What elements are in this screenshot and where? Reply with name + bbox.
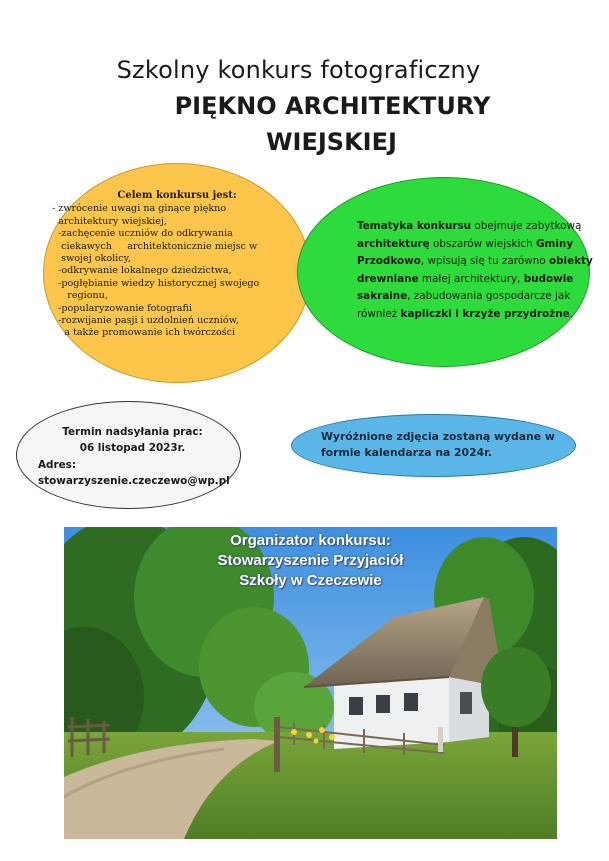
theme-span: obszarów wiejskich [429,237,536,250]
deadline-date: 06 listopad 2023r. [79,442,186,455]
goals-item: - zwrócenie uwagi na ginące piękno [52,203,227,215]
theme-span: małej architektury, [418,272,524,285]
title-main-line1: PIĘKNO ARCHITEKTURY [174,92,491,120]
deadline-label: Termin nadsyłania prac: [62,426,203,438]
theme-span: . [569,307,573,320]
organizer-name-line2: Szkoły w Czeczewie [239,572,382,589]
goals-item: a także promowanie ich twórczości [52,327,236,339]
goals-text [52,190,302,340]
theme-span: obejmuje zabytkową [471,220,582,232]
theme-bold: architekturę [357,237,430,250]
goals-item: -odkrywanie lokalnego dziedzictwa, [52,265,232,277]
theme-text [357,218,593,324]
goals-item: swojej okolicy, [52,253,131,265]
theme-bold: Tematyka konkursu [357,220,472,232]
goals-item: ciekawych architektonicznie miejsc w [52,240,258,252]
goals-item: -popularyzowanie fotografii [52,302,192,314]
theme-span: , zabudowania gospodarcze jak również [357,290,571,320]
organizer-name-line1: Stowarzyszenie Przyjaciół [217,552,404,569]
theme-bold: kapliczki i krzyże przydrożne [400,307,570,320]
goals-item: regionu, [52,290,108,302]
goals-item: -zachęcenie uczniów do odkrywania [52,228,233,240]
title-main-line2: WIEJSKIEJ [266,128,397,156]
organizer-text [64,531,557,591]
title-subtitle: Szkolny konkurs fotograficzny [116,56,481,84]
theme-span: , wpisują się tu zarówno [420,255,549,268]
email-address: stowarzyszenie.czeczewo@wp.pl [38,475,230,488]
deadline-text [30,424,235,490]
goals-heading: Celem konkursu jest: [117,190,237,201]
theme-bold: budowle sakralne [357,272,574,303]
theme-bold: Gminy Przodkowo [357,237,574,268]
organizer-label: Organizator konkursu: [230,532,391,549]
address-label: Adres: [38,458,76,471]
goals-item: architektury wiejskiej, [52,215,167,227]
goals-item: -rozwijanie pasji i uzdolnień uczniów, [52,315,239,327]
goals-item: -pogłębianie wiedzy historycznej swojego [52,277,260,289]
calendar-note: Wyróżnione zdjęcia zostaną wydane w formie kalendarza na 2024r. [321,430,555,459]
theme-bold: obiekty drewniane [357,255,593,285]
